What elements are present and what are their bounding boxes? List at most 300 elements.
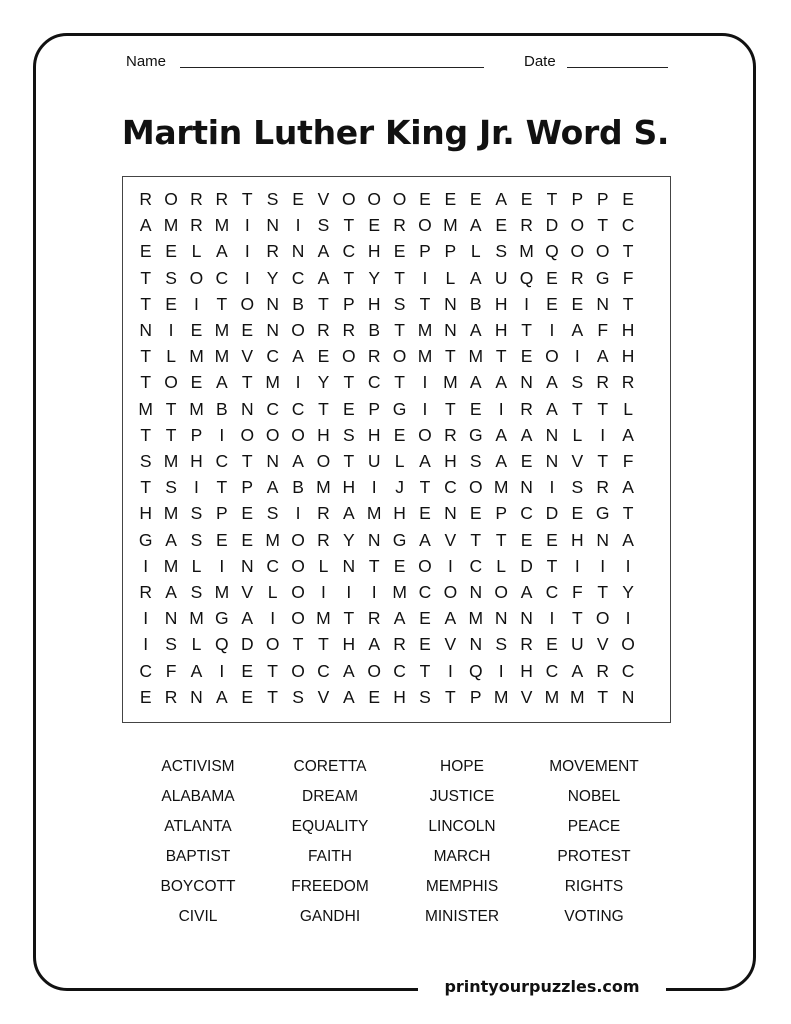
grid-cell[interactable]: T (140, 477, 152, 498)
grid-cell[interactable]: R (367, 608, 381, 629)
grid-cell[interactable]: T (445, 398, 456, 419)
grid-cell[interactable]: I (219, 424, 225, 445)
grid-cell[interactable]: N (545, 451, 559, 471)
grid-cell[interactable]: U (367, 451, 381, 471)
grid-cell[interactable]: T (622, 241, 634, 262)
grid-cell[interactable]: M (163, 555, 179, 576)
grid-cell[interactable]: C (215, 451, 229, 471)
grid-cell[interactable]: P (368, 398, 381, 419)
grid-cell[interactable]: M (392, 582, 407, 602)
grid-cell[interactable]: E (241, 529, 254, 550)
grid-cell[interactable]: O (240, 424, 255, 445)
grid-cell[interactable]: N (164, 608, 178, 629)
name-field[interactable] (180, 67, 484, 68)
grid-cell[interactable]: E (368, 215, 381, 236)
grid-cell[interactable]: C (291, 267, 305, 288)
grid-cell[interactable]: A (216, 686, 228, 707)
grid-cell[interactable]: N (266, 215, 279, 236)
grid-cell[interactable]: N (494, 608, 508, 629)
grid-cell[interactable]: C (139, 660, 153, 681)
grid-cell[interactable]: I (295, 215, 301, 236)
grid-cell[interactable]: I (244, 241, 250, 262)
grid-cell[interactable]: S (266, 189, 279, 209)
grid-cell[interactable]: R (266, 241, 279, 262)
grid-cell[interactable]: M (214, 346, 230, 367)
grid-cell[interactable]: E (520, 451, 533, 471)
grid-cell[interactable]: H (621, 320, 635, 340)
grid-cell[interactable]: E (241, 660, 254, 681)
grid-cell[interactable]: B (292, 293, 304, 314)
grid-cell[interactable]: N (444, 293, 457, 314)
grid-cell[interactable]: N (520, 608, 533, 629)
grid-cell[interactable]: O (418, 424, 432, 445)
grid-cell[interactable]: A (292, 346, 304, 367)
grid-cell[interactable]: N (190, 686, 203, 707)
grid-cell[interactable]: A (419, 529, 431, 550)
grid-cell[interactable]: A (216, 372, 228, 393)
grid-cell[interactable]: E (139, 241, 152, 262)
grid-cell[interactable]: I (371, 582, 377, 602)
grid-cell[interactable]: N (266, 451, 279, 471)
grid-cell[interactable]: O (392, 189, 407, 209)
grid-cell[interactable]: E (419, 608, 431, 629)
grid-cell[interactable]: S (342, 424, 355, 445)
grid-cell[interactable]: L (191, 634, 202, 655)
grid-cell[interactable]: E (546, 529, 558, 550)
grid-cell[interactable]: T (597, 398, 609, 419)
grid-cell[interactable]: I (143, 608, 149, 629)
grid-cell[interactable]: E (317, 346, 330, 367)
grid-cell[interactable]: H (393, 503, 406, 524)
grid-cell[interactable]: C (266, 398, 279, 419)
grid-cell[interactable]: Y (342, 529, 355, 550)
grid-cell[interactable]: R (393, 634, 406, 655)
grid-cell[interactable]: N (444, 503, 457, 524)
grid-cell[interactable]: E (444, 189, 457, 209)
grid-cell[interactable]: P (419, 241, 431, 262)
grid-cell[interactable]: O (570, 215, 585, 236)
grid-cell[interactable]: V (444, 529, 457, 550)
grid-cell[interactable]: C (469, 555, 483, 576)
grid-cell[interactable]: S (495, 634, 507, 655)
grid-cell[interactable]: M (417, 346, 433, 367)
grid-cell[interactable]: T (597, 215, 609, 236)
grid-cell[interactable]: E (216, 529, 228, 550)
grid-cell[interactable]: T (241, 372, 253, 393)
grid-cell[interactable]: C (266, 346, 279, 367)
grid-cell[interactable]: N (240, 398, 254, 419)
grid-cell[interactable]: E (546, 293, 558, 314)
grid-cell[interactable]: C (215, 267, 229, 288)
grid-cell[interactable]: A (469, 372, 482, 393)
grid-cell[interactable]: M (265, 372, 280, 393)
grid-cell[interactable]: T (343, 267, 355, 288)
grid-cell[interactable]: E (139, 686, 152, 707)
grid-cell[interactable]: V (241, 582, 254, 602)
grid-cell[interactable]: L (191, 241, 202, 262)
grid-cell[interactable]: E (520, 346, 533, 367)
grid-cell[interactable]: M (316, 608, 331, 629)
grid-cell[interactable]: A (520, 424, 533, 445)
grid-cell[interactable]: S (190, 582, 203, 602)
grid-cell[interactable]: I (244, 215, 250, 236)
grid-cell[interactable]: C (444, 477, 457, 498)
grid-cell[interactable]: A (495, 372, 507, 393)
grid-cell[interactable]: E (419, 503, 431, 524)
grid-cell[interactable]: I (422, 267, 428, 288)
grid-cell[interactable]: R (139, 582, 153, 602)
grid-cell[interactable]: O (164, 372, 178, 393)
grid-cell[interactable]: H (367, 293, 381, 314)
grid-cell[interactable]: L (318, 555, 329, 576)
grid-cell[interactable]: R (367, 346, 381, 367)
grid-cell[interactable]: N (342, 555, 356, 576)
grid-cell[interactable]: T (216, 293, 228, 314)
grid-cell[interactable]: D (545, 215, 559, 236)
grid-cell[interactable]: T (241, 189, 253, 209)
grid-cell[interactable]: C (317, 660, 330, 681)
grid-cell[interactable]: H (520, 660, 533, 681)
grid-cell[interactable]: T (571, 608, 583, 629)
grid-cell[interactable]: B (469, 293, 482, 314)
grid-cell[interactable]: C (545, 660, 559, 681)
grid-cell[interactable]: T (495, 346, 507, 367)
grid-cell[interactable]: A (317, 241, 330, 262)
grid-cell[interactable]: R (571, 267, 584, 288)
grid-cell[interactable]: E (469, 398, 482, 419)
grid-cell[interactable]: M (519, 241, 534, 262)
grid-cell[interactable]: A (165, 582, 177, 602)
grid-cell[interactable]: G (595, 267, 610, 288)
grid-cell[interactable]: M (189, 608, 204, 629)
grid-cell[interactable]: O (545, 346, 559, 367)
grid-cell[interactable]: T (394, 320, 405, 340)
grid-cell[interactable]: H (367, 241, 381, 262)
grid-cell[interactable]: M (163, 503, 179, 524)
grid-cell[interactable]: H (190, 451, 203, 471)
grid-cell[interactable]: A (495, 189, 507, 209)
grid-cell[interactable]: I (320, 582, 326, 602)
grid-cell[interactable]: T (343, 215, 355, 236)
grid-cell[interactable]: E (546, 267, 558, 288)
grid-cell[interactable]: P (596, 189, 609, 209)
grid-cell[interactable]: T (165, 424, 177, 445)
grid-cell[interactable]: Q (468, 660, 483, 681)
grid-cell[interactable]: F (165, 660, 177, 681)
grid-cell[interactable]: M (493, 477, 509, 498)
grid-cell[interactable]: R (164, 686, 178, 707)
grid-cell[interactable]: H (571, 529, 584, 550)
grid-cell[interactable]: I (625, 555, 631, 576)
grid-cell[interactable]: C (367, 372, 381, 393)
grid-cell[interactable]: A (216, 241, 228, 262)
grid-cell[interactable]: H (367, 424, 381, 445)
grid-cell[interactable]: I (625, 608, 631, 629)
grid-cell[interactable]: M (544, 686, 560, 707)
grid-cell[interactable]: S (266, 503, 279, 524)
grid-cell[interactable]: T (470, 529, 482, 550)
grid-cell[interactable]: L (267, 582, 278, 602)
grid-cell[interactable]: M (468, 608, 484, 629)
grid-cell[interactable]: A (469, 267, 482, 288)
grid-cell[interactable]: T (267, 660, 278, 681)
grid-cell[interactable]: F (622, 451, 634, 471)
grid-cell[interactable]: B (292, 477, 304, 498)
grid-cell[interactable]: C (266, 555, 279, 576)
grid-cell[interactable]: M (417, 320, 433, 340)
grid-cell[interactable]: R (317, 503, 330, 524)
grid-cell[interactable]: Y (317, 372, 330, 393)
grid-cell[interactable]: M (214, 320, 230, 340)
grid-cell[interactable]: M (214, 215, 230, 236)
grid-cell[interactable]: Q (215, 634, 229, 655)
grid-cell[interactable]: T (597, 686, 609, 707)
grid-cell[interactable]: S (190, 529, 203, 550)
grid-cell[interactable]: I (498, 660, 504, 681)
grid-cell[interactable]: O (494, 582, 508, 602)
grid-cell[interactable]: O (240, 293, 255, 314)
grid-cell[interactable]: M (570, 686, 585, 707)
grid-cell[interactable]: E (241, 686, 254, 707)
grid-cell[interactable]: O (595, 241, 610, 262)
grid-cell[interactable]: N (444, 320, 457, 340)
grid-cell[interactable]: S (165, 267, 177, 288)
grid-cell[interactable]: R (520, 634, 533, 655)
grid-cell[interactable]: A (622, 424, 634, 445)
grid-cell[interactable]: P (190, 424, 203, 445)
grid-cell[interactable]: A (444, 608, 457, 629)
grid-cell[interactable]: O (367, 189, 382, 209)
grid-cell[interactable]: C (393, 660, 406, 681)
grid-cell[interactable]: E (571, 293, 584, 314)
grid-cell[interactable]: T (140, 424, 152, 445)
grid-cell[interactable]: R (596, 477, 610, 498)
grid-cell[interactable]: A (469, 215, 482, 236)
grid-cell[interactable]: O (621, 634, 635, 655)
grid-cell[interactable]: T (318, 293, 329, 314)
grid-cell[interactable]: A (342, 660, 355, 681)
grid-cell[interactable]: O (418, 555, 432, 576)
grid-cell[interactable]: E (190, 372, 203, 393)
grid-cell[interactable]: N (240, 555, 254, 576)
grid-cell[interactable]: Q (519, 267, 534, 288)
grid-cell[interactable]: H (444, 451, 457, 471)
grid-cell[interactable]: Y (622, 582, 634, 602)
grid-cell[interactable]: S (165, 477, 177, 498)
grid-cell[interactable]: H (393, 686, 406, 707)
grid-cell[interactable]: R (317, 320, 330, 340)
grid-cell[interactable]: S (292, 686, 304, 707)
grid-cell[interactable]: G (138, 529, 153, 550)
grid-cell[interactable]: I (574, 555, 580, 576)
grid-cell[interactable]: I (194, 477, 199, 498)
grid-cell[interactable]: N (545, 424, 559, 445)
grid-cell[interactable]: A (495, 451, 507, 471)
grid-cell[interactable]: U (571, 634, 584, 655)
grid-cell[interactable]: T (267, 686, 278, 707)
grid-cell[interactable]: N (596, 529, 610, 550)
grid-cell[interactable]: Y (368, 267, 381, 288)
grid-cell[interactable]: R (621, 372, 635, 393)
grid-cell[interactable]: T (622, 503, 634, 524)
grid-cell[interactable]: O (291, 424, 305, 445)
grid-cell[interactable]: S (419, 686, 431, 707)
grid-cell[interactable]: A (368, 634, 381, 655)
grid-cell[interactable]: H (494, 320, 508, 340)
grid-cell[interactable]: N (266, 293, 279, 314)
grid-cell[interactable]: R (596, 372, 610, 393)
grid-cell[interactable]: N (469, 582, 483, 602)
grid-cell[interactable]: M (468, 346, 484, 367)
grid-cell[interactable]: H (494, 293, 508, 314)
grid-cell[interactable]: C (621, 215, 635, 236)
grid-cell[interactable]: F (571, 582, 583, 602)
grid-cell[interactable]: I (194, 293, 199, 314)
date-field[interactable] (567, 67, 668, 68)
grid-cell[interactable]: R (317, 529, 330, 550)
grid-cell[interactable]: T (318, 634, 329, 655)
grid-cell[interactable]: A (495, 424, 507, 445)
grid-cell[interactable]: A (596, 346, 609, 367)
grid-cell[interactable]: B (368, 320, 381, 340)
grid-cell[interactable]: M (443, 372, 458, 393)
grid-cell[interactable]: T (343, 608, 355, 629)
grid-cell[interactable]: I (371, 477, 377, 498)
grid-cell[interactable]: E (241, 503, 254, 524)
grid-cell[interactable]: H (139, 503, 153, 524)
grid-cell[interactable]: L (623, 398, 633, 419)
grid-cell[interactable]: I (295, 503, 301, 524)
grid-cell[interactable]: A (266, 477, 279, 498)
grid-cell[interactable]: U (494, 267, 508, 288)
grid-cell[interactable]: J (395, 477, 404, 498)
grid-cell[interactable]: T (546, 555, 558, 576)
grid-cell[interactable]: I (549, 608, 555, 629)
grid-cell[interactable]: N (621, 686, 635, 707)
grid-cell[interactable]: F (622, 267, 634, 288)
grid-cell[interactable]: I (600, 555, 606, 576)
grid-cell[interactable]: I (295, 372, 301, 393)
grid-cell[interactable]: R (190, 215, 203, 236)
grid-cell[interactable]: T (597, 451, 609, 471)
grid-cell[interactable]: S (317, 215, 330, 236)
grid-cell[interactable]: A (419, 451, 431, 471)
grid-cell[interactable]: A (342, 503, 355, 524)
grid-cell[interactable]: H (621, 346, 635, 367)
grid-cell[interactable]: P (342, 293, 355, 314)
grid-cell[interactable]: T (368, 555, 380, 576)
grid-cell[interactable]: E (393, 555, 406, 576)
grid-cell[interactable]: I (168, 320, 174, 340)
grid-cell[interactable]: A (622, 477, 634, 498)
grid-cell[interactable]: A (571, 320, 584, 340)
grid-cell[interactable]: I (346, 582, 352, 602)
grid-cell[interactable]: N (596, 293, 610, 314)
grid-cell[interactable]: E (520, 189, 533, 209)
grid-cell[interactable]: H (317, 424, 330, 445)
grid-cell[interactable]: O (570, 241, 585, 262)
grid-cell[interactable]: O (291, 320, 305, 340)
grid-cell[interactable]: I (549, 320, 555, 340)
grid-cell[interactable]: O (291, 529, 305, 550)
grid-cell[interactable]: A (241, 608, 254, 629)
grid-cell[interactable]: I (498, 398, 504, 419)
grid-cell[interactable]: V (571, 451, 584, 471)
grid-cell[interactable]: P (495, 503, 507, 524)
grid-cell[interactable]: E (495, 215, 507, 236)
grid-cell[interactable]: T (140, 372, 152, 393)
grid-cell[interactable]: C (291, 398, 305, 419)
grid-cell[interactable]: E (469, 189, 482, 209)
grid-cell[interactable]: R (393, 215, 406, 236)
grid-cell[interactable]: M (189, 346, 204, 367)
grid-cell[interactable]: D (520, 555, 533, 576)
grid-cell[interactable]: N (139, 320, 153, 340)
grid-cell[interactable]: I (244, 267, 250, 288)
grid-cell[interactable]: T (419, 293, 431, 314)
grid-cell[interactable]: E (622, 189, 634, 209)
grid-cell[interactable]: N (367, 529, 381, 550)
grid-cell[interactable]: G (392, 398, 407, 419)
grid-cell[interactable]: E (546, 634, 558, 655)
grid-cell[interactable]: A (139, 215, 152, 236)
grid-cell[interactable]: M (214, 582, 230, 602)
grid-cell[interactable]: I (143, 555, 149, 576)
grid-cell[interactable]: E (241, 320, 254, 340)
grid-cell[interactable]: A (292, 451, 304, 471)
grid-cell[interactable]: E (393, 241, 406, 262)
grid-cell[interactable]: S (139, 451, 152, 471)
grid-cell[interactable]: S (393, 293, 406, 314)
grid-cell[interactable]: E (292, 189, 304, 209)
grid-cell[interactable]: E (419, 189, 431, 209)
grid-cell[interactable]: I (600, 424, 606, 445)
grid-cell[interactable]: V (317, 189, 330, 209)
grid-cell[interactable]: E (520, 529, 533, 550)
grid-cell[interactable]: E (165, 293, 177, 314)
grid-cell[interactable]: V (317, 686, 330, 707)
grid-cell[interactable]: M (493, 686, 509, 707)
grid-cell[interactable]: Y (266, 267, 279, 288)
grid-cell[interactable]: O (342, 346, 356, 367)
grid-cell[interactable]: G (392, 529, 407, 550)
grid-cell[interactable]: P (216, 503, 228, 524)
grid-cell[interactable]: I (422, 398, 428, 419)
grid-cell[interactable]: T (419, 477, 431, 498)
grid-cell[interactable]: P (469, 686, 482, 707)
grid-cell[interactable]: R (342, 320, 356, 340)
grid-cell[interactable]: G (468, 424, 483, 445)
grid-cell[interactable]: V (596, 634, 609, 655)
grid-cell[interactable]: O (418, 215, 432, 236)
grid-cell[interactable]: T (495, 529, 507, 550)
grid-cell[interactable]: P (444, 241, 457, 262)
grid-cell[interactable]: O (189, 267, 204, 288)
grid-cell[interactable]: P (571, 189, 584, 209)
grid-cell[interactable]: E (165, 241, 177, 262)
grid-cell[interactable]: L (166, 346, 176, 367)
grid-cell[interactable]: O (342, 189, 356, 209)
grid-cell[interactable]: A (622, 529, 634, 550)
grid-cell[interactable]: V (520, 686, 533, 707)
grid-cell[interactable]: O (316, 451, 331, 471)
grid-cell[interactable]: T (140, 293, 152, 314)
grid-cell[interactable]: R (139, 189, 153, 209)
grid-cell[interactable]: H (342, 634, 356, 655)
grid-cell[interactable]: V (444, 634, 457, 655)
grid-cell[interactable]: M (366, 503, 382, 524)
grid-cell[interactable]: I (219, 660, 225, 681)
